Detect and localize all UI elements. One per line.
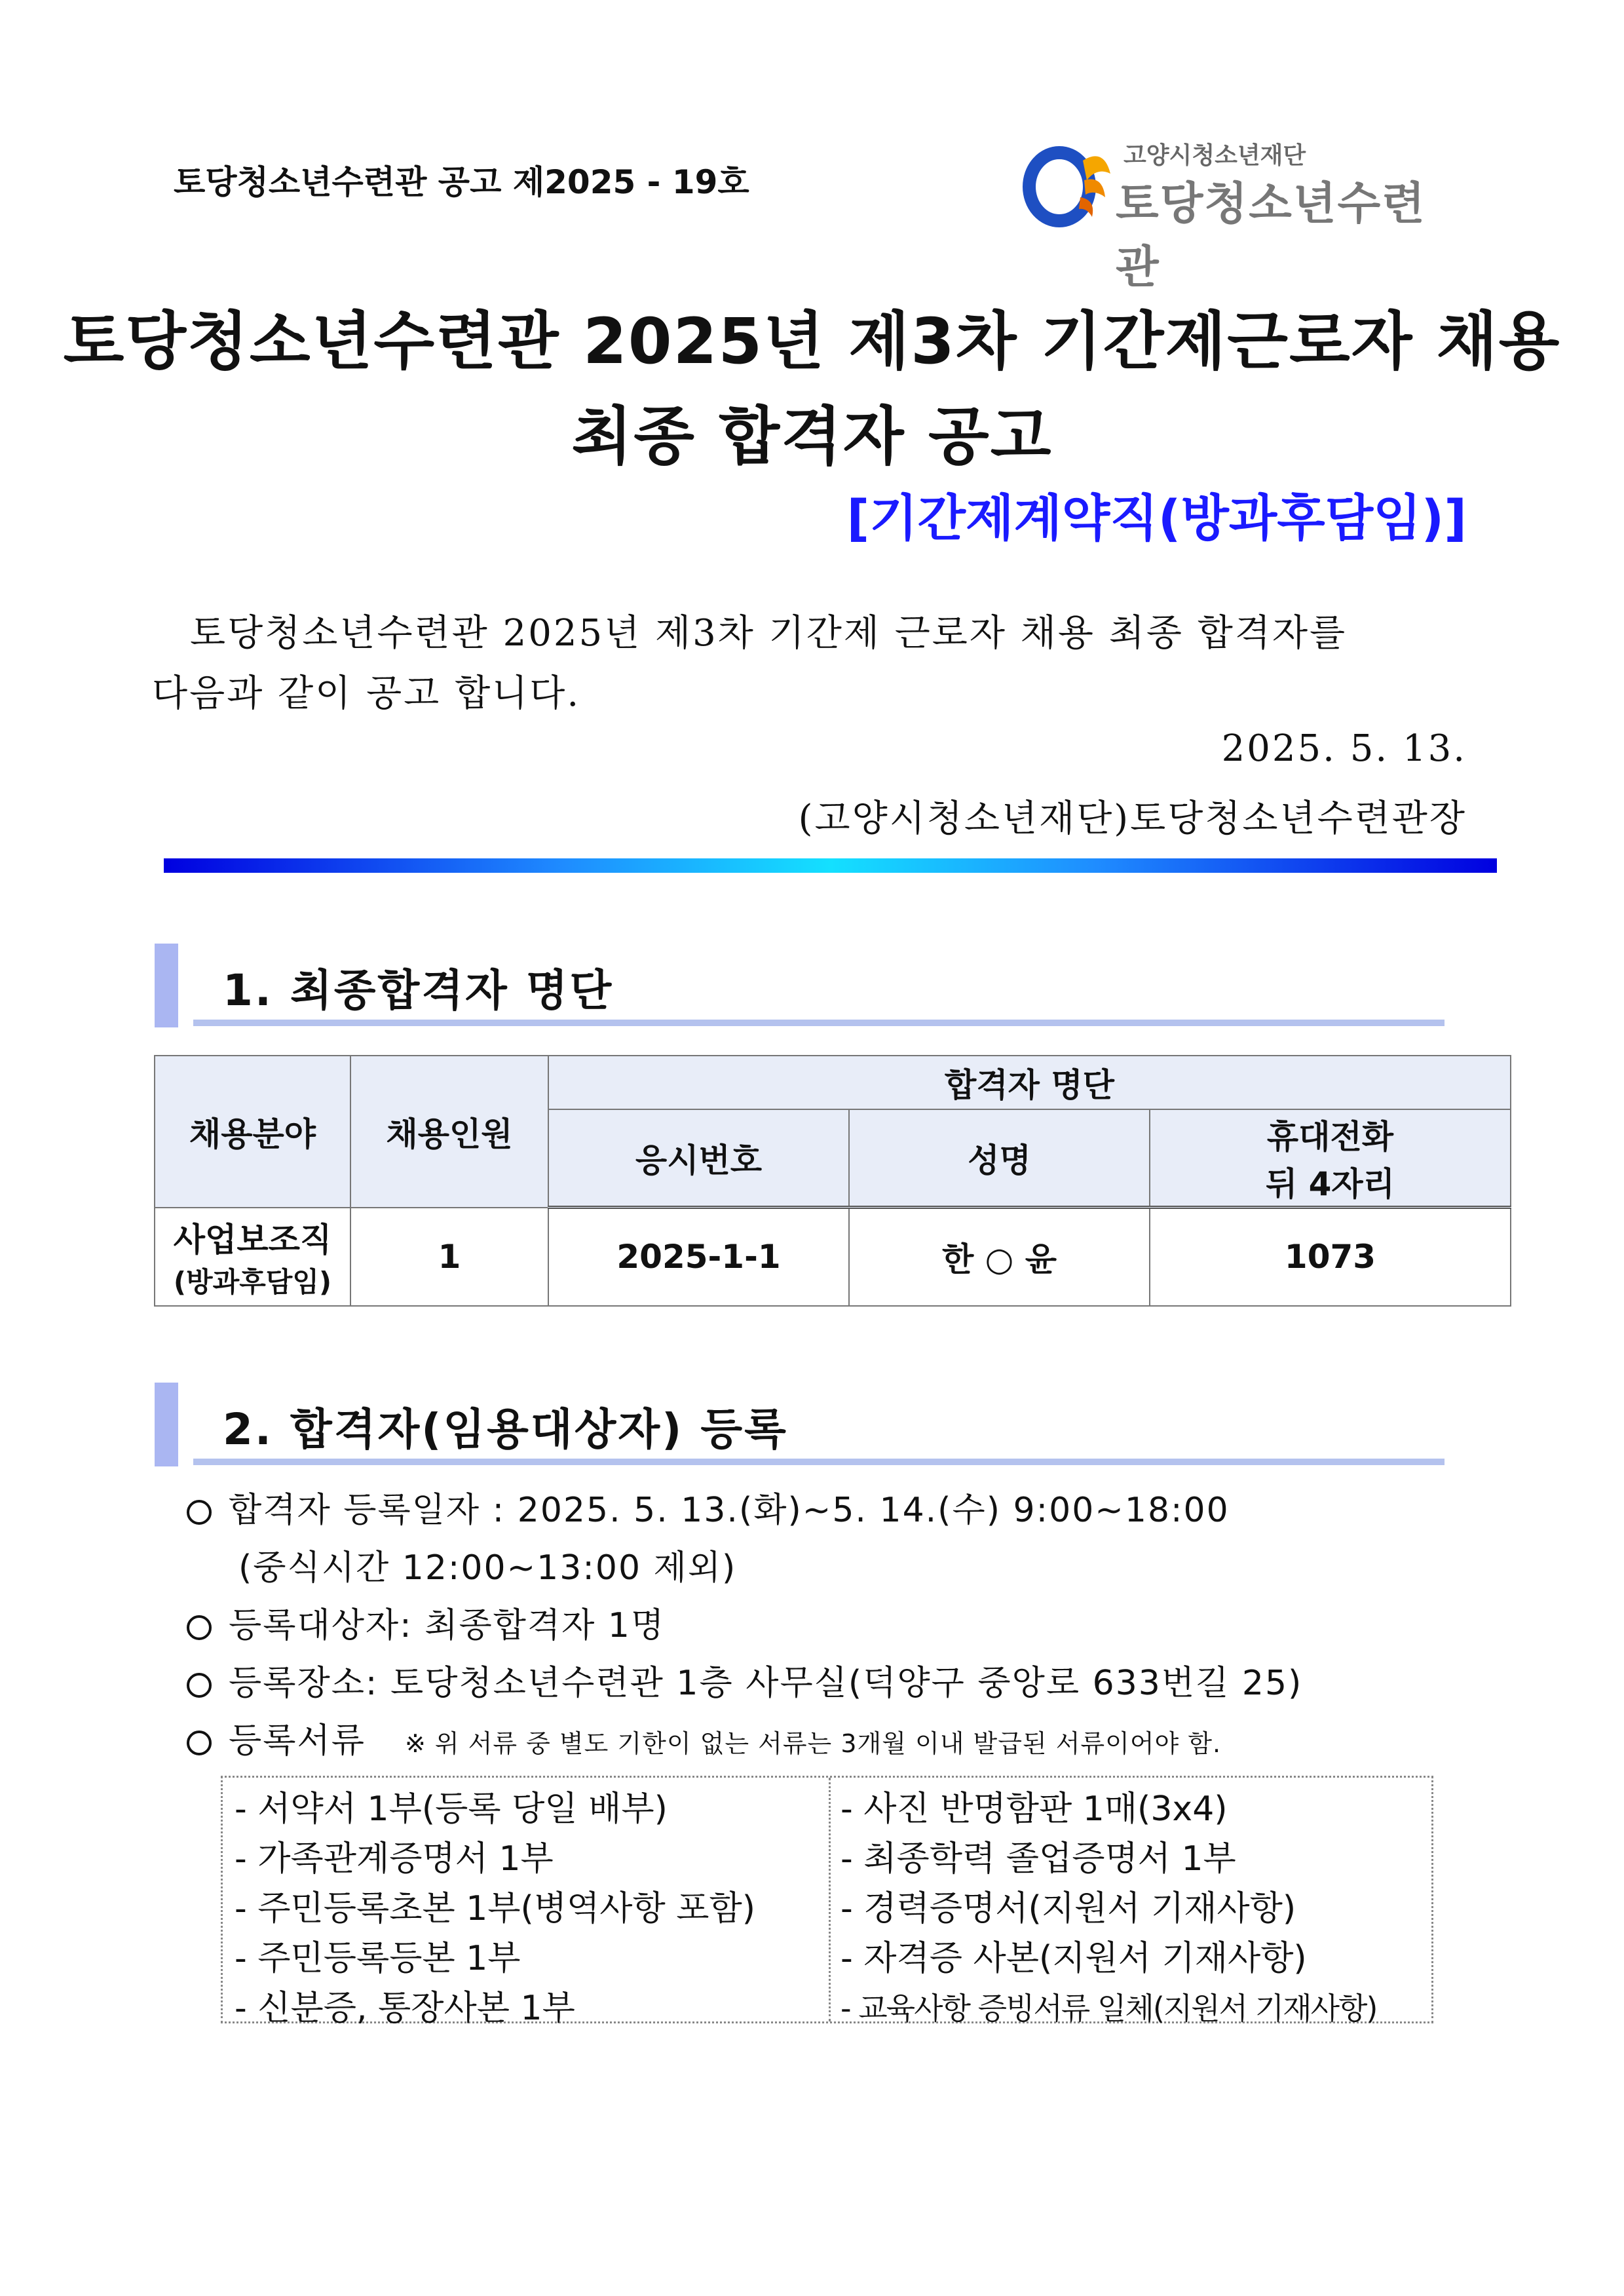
list-item-text: 등록서류: [229, 1721, 366, 1761]
cell-exam-no: 2025-1-1: [548, 1208, 849, 1306]
list-item: [187, 1713, 1221, 1762]
finalist-table: [154, 1055, 1511, 1307]
col-field-header: 채용분야: [155, 1056, 350, 1208]
page-subtitle: [기간제계약직(방과후담임)]: [846, 489, 1467, 547]
cell-field-line2: (방과후담임): [173, 1265, 332, 1298]
required-documents-box: [221, 1776, 1433, 2028]
list-item: [187, 1598, 665, 1647]
foundation-logo: [1019, 134, 1451, 294]
col-phone-header: [1150, 1109, 1511, 1208]
col-exam-no-header: 응시번호: [548, 1109, 849, 1208]
col-name-header: 성명: [849, 1109, 1150, 1208]
list-item: - 교육사항 증빙서류 일체(지원서 기재사항): [840, 1991, 1377, 2026]
list-item-text: 등록대상자: 최종합격자 1명: [229, 1606, 666, 1645]
list-item-text: 합격자 등록일자 : 2025. 5. 13.(화)~5. 14.(수) 9:00~18:00: [229, 1491, 1230, 1530]
list-item: - 경력증명서(지원서 기재사항): [840, 1889, 1296, 1928]
circle-bullet-icon: [187, 1615, 212, 1640]
list-item: - 사진 반명함판 1매(3x4): [840, 1789, 1228, 1829]
col-group-header: 합격자 명단: [548, 1056, 1511, 1109]
logo-emblem-icon: [1019, 134, 1117, 233]
cell-phone: 1073: [1150, 1208, 1511, 1306]
list-item: - 주민등록등본 1부: [235, 1939, 521, 1978]
table-row: [155, 1208, 1511, 1306]
notice-date: 2025. 5. 13.: [1221, 727, 1467, 770]
gradient-divider: [164, 858, 1497, 873]
docs-divider: [829, 1778, 831, 2021]
docs-left-column: [235, 1784, 755, 2033]
col-phone-header-line1: 휴대전화: [1266, 1118, 1394, 1156]
circle-bullet-icon: [187, 1500, 212, 1525]
notice-number: 토당청소년수련관 공고 제2025 - 19호: [174, 163, 749, 201]
section1-accent-bar: [155, 944, 178, 1027]
cell-field: [155, 1208, 350, 1306]
list-item: [187, 1482, 1230, 1531]
intro-line1: 토당청소년수련관 2025년 제3차 기간제 근로자 채용 최종 합격자를: [190, 612, 1348, 655]
cell-name: 한 ○ 윤: [849, 1208, 1150, 1306]
circle-bullet-icon: [187, 1673, 212, 1698]
cell-field-line1: 사업보조직: [173, 1220, 332, 1259]
col-count-header: 채용인원: [350, 1056, 548, 1208]
docs-note: ※ 위 서류 중 별도 기한이 없는 서류는 3개월 이내 발급된 서류이어야 함.: [404, 1729, 1222, 1758]
section2-underline: [193, 1459, 1445, 1465]
list-item: - 서약서 1부(등록 당일 배부): [235, 1789, 668, 1829]
list-item: - 자격증 사본(지원서 기재사항): [840, 1939, 1307, 1978]
circle-bullet-icon: [187, 1731, 212, 1755]
issuer: (고양시청소년재단)토당청소년수련관장: [798, 797, 1467, 840]
intro-line2: 다음과 같이 공고 합니다.: [152, 672, 581, 715]
section1-underline: [193, 1020, 1445, 1026]
section2-accent-bar: [155, 1383, 178, 1466]
list-item: (중식시간 12:00~13:00 제외): [238, 1548, 737, 1588]
list-item-text: 등록장소: 토당청소년수련관 1층 사무실(덕양구 중앙로 633번길 25): [229, 1664, 1303, 1703]
list-item: - 최종학력 졸업증명서 1부: [840, 1839, 1236, 1879]
col-phone-header-line2: 뒤 4자리: [1265, 1165, 1395, 1203]
docs-right-column: [840, 1784, 1376, 2033]
section1-title: 1. 최종합격자 명단: [223, 965, 614, 1016]
cell-count: 1: [350, 1208, 548, 1306]
page-title-line2: 최종 합격자 공고: [571, 400, 1053, 473]
list-item: - 신분증, 통장사본 1부: [235, 1989, 575, 2028]
section2-title: 2. 합격자(임용대상자) 등록: [223, 1404, 788, 1455]
page-title-line1: 토당청소년수련관 2025년 제3차 기간제근로자 채용: [63, 305, 1561, 378]
logo-foundation-name: 고양시청소년재단: [1124, 142, 1306, 169]
list-item: - 가족관계증명서 1부: [235, 1839, 554, 1879]
list-item: [187, 1655, 1302, 1704]
logo-center-name: 토당청소년수련관: [1116, 178, 1426, 294]
list-item: - 주민등록초본 1부(병역사항 포함): [235, 1889, 756, 1928]
